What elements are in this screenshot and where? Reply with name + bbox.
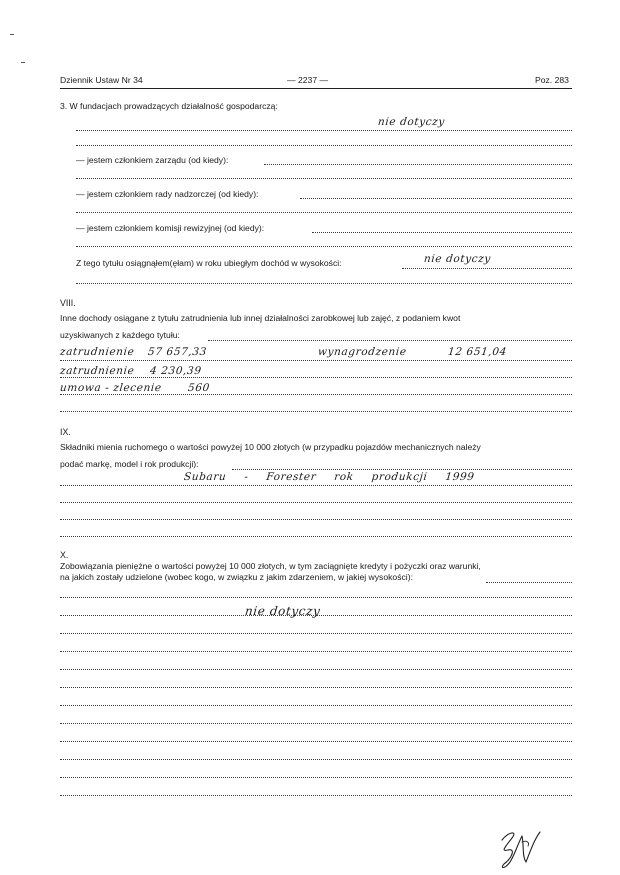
handwritten-entry: wynagrodzenie <box>317 346 408 358</box>
section-10-text: Zobowiązania pieniężne o wartości powyżej 10 000 złotych, w tym zaciągnięte kredyty i pożyczki oraz warunki, <box>60 561 481 571</box>
handwritten-amount: 560 <box>187 382 211 394</box>
dotted-line <box>60 615 572 616</box>
handwritten-vehicle: Subaru - Forester rok produkcji 1999 <box>183 471 476 483</box>
section-10-text: na jakich zostały udzielone (wobec kogo, w związku z jakim zdarzeniem, w jakiej wysokości): <box>60 572 413 582</box>
dotted-line <box>60 519 572 520</box>
dotted-line <box>76 178 572 179</box>
handwritten-liabilities: nie dotyczy <box>244 604 322 618</box>
dotted-line <box>402 268 572 269</box>
dotted-line <box>264 164 572 165</box>
income-label: Z tego tytułu osiągnąłem(ęłam) w roku ubiegłym dochód w wysokości: <box>76 258 342 268</box>
dotted-line <box>76 283 572 284</box>
position-number: Poz. 283 <box>535 75 569 85</box>
rada-label: — jestem członkiem rady nadzorczej (od kiedy): <box>76 189 259 199</box>
dotted-line <box>60 723 572 724</box>
margin-mark <box>10 34 14 35</box>
section-9-text: Składniki mienia ruchomego o wartości powyżej 10 000 złotych (w przypadku pojazdów mechanicznych należy <box>60 442 481 452</box>
dotted-line <box>76 145 572 146</box>
dotted-line <box>60 597 572 598</box>
page-number: — 2237 — <box>287 75 329 85</box>
dotted-line <box>232 469 572 470</box>
dotted-line <box>60 669 572 670</box>
handwritten-income: nie dotyczy <box>423 253 492 265</box>
zarzad-label: — jestem członkiem zarządu (od kiedy): <box>76 155 229 165</box>
komisja-label: — jestem członkiem komisji rewizyjnej (od kiedy): <box>76 223 265 233</box>
section-10-heading: X. <box>60 550 69 560</box>
dotted-line <box>60 651 572 652</box>
dotted-line <box>300 198 572 199</box>
dotted-line <box>76 130 572 131</box>
handwritten-answer: nie dotyczy <box>377 116 446 128</box>
dotted-line <box>60 536 572 537</box>
handwritten-entry: umowa - zlecenie <box>59 382 163 394</box>
handwritten-entry: zatrudnienie <box>59 365 136 377</box>
dotted-line <box>60 411 572 412</box>
dotted-line <box>60 377 572 378</box>
dotted-line <box>60 777 572 778</box>
dotted-line <box>60 705 572 706</box>
dotted-line <box>60 360 572 361</box>
handwritten-amount: 12 651,04 <box>447 346 508 358</box>
dotted-line <box>312 232 572 233</box>
dotted-line <box>76 246 572 247</box>
header-rule <box>60 88 572 89</box>
handwritten-entry: zatrudnienie <box>59 346 136 358</box>
section-8-heading: VIII. <box>60 298 76 308</box>
dotted-line <box>60 759 572 760</box>
dotted-line <box>60 741 572 742</box>
handwritten-amount: 4 230,39 <box>149 365 203 377</box>
dotted-line <box>486 582 572 583</box>
section-9-heading: IX. <box>60 427 71 437</box>
dotted-line <box>60 633 572 634</box>
section-8-text: uzyskiwanych z każdego tytułu: <box>60 330 180 340</box>
margin-mark <box>21 62 25 63</box>
signature <box>492 822 552 874</box>
handwritten-amount: 57 657,33 <box>147 346 208 358</box>
section-3-title: 3. W fundacjach prowadzących działalność gospodarczą: <box>60 101 278 111</box>
dotted-line <box>76 212 572 213</box>
dotted-line <box>208 340 572 341</box>
dotted-line <box>60 502 572 503</box>
section-9-text: podać markę, model i rok produkcji): <box>60 459 199 469</box>
journal-name: Dziennik Ustaw Nr 34 <box>60 75 143 85</box>
dotted-line <box>60 687 572 688</box>
dotted-line <box>60 795 572 796</box>
dotted-line <box>60 394 572 395</box>
dotted-line <box>60 485 572 486</box>
section-8-text: Inne dochody osiągane z tytułu zatrudnienia lub innej działalności zarobkowej lub zajęć, z podaniem kwot <box>60 313 461 323</box>
